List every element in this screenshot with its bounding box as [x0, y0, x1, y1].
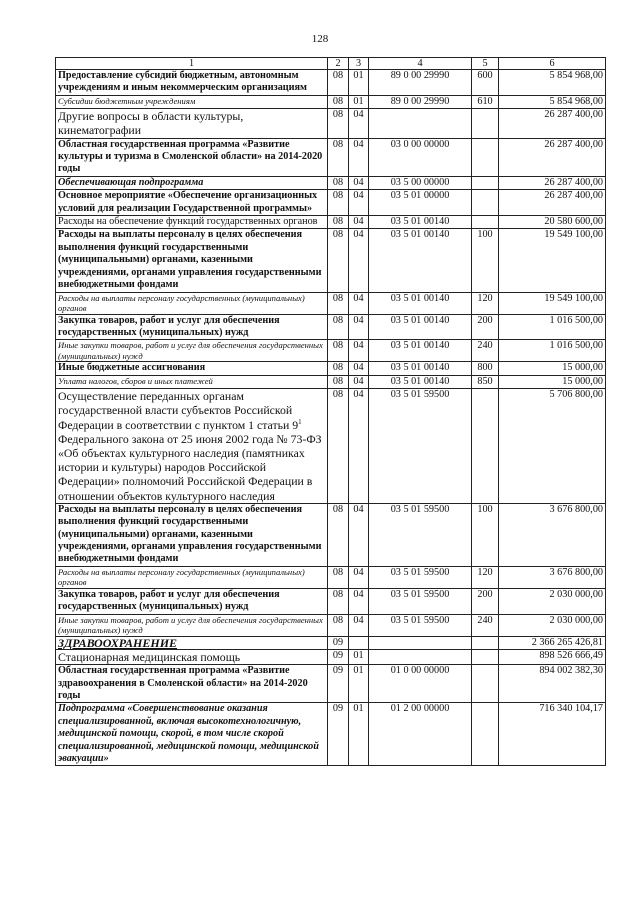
header-col-5: 5 [472, 58, 499, 70]
row-target-article [369, 650, 472, 665]
row-expense-type: 100 [472, 503, 499, 566]
row-amount: 26 287 400,00 [499, 190, 606, 216]
row-subsection-code: 04 [349, 109, 369, 138]
row-name: Субсидии бюджетным учреждениям [56, 95, 328, 108]
row-expense-type: 800 [472, 362, 499, 375]
row-amount: 1 016 500,00 [499, 340, 606, 362]
row-name: Подпрограмма «Совершенствование оказания специализированной, включая высокотехнологичную, медицинской помощи, скорой, в том числе скорой специализированной, медицинской помощи, медицинской эвакуации» [56, 703, 328, 766]
table-row [56, 650, 606, 665]
row-subsection-code: 04 [349, 503, 369, 566]
table-row [56, 95, 606, 108]
table-row [56, 703, 606, 766]
row-section-code: 09 [328, 703, 349, 766]
row-target-article: 03 5 00 00000 [369, 176, 472, 189]
row-subsection-code: 04 [349, 340, 369, 362]
table-row [56, 176, 606, 189]
row-expense-type [472, 389, 499, 504]
row-subsection-code: 04 [349, 216, 369, 229]
row-amount: 26 287 400,00 [499, 109, 606, 138]
row-expense-type: 100 [472, 229, 499, 292]
budget-table [55, 57, 606, 766]
table-row [56, 614, 606, 636]
table-row [56, 636, 606, 649]
row-section-code: 08 [328, 389, 349, 504]
row-section-code: 08 [328, 588, 349, 614]
header-col-1: 1 [56, 58, 328, 70]
row-section-code: 09 [328, 650, 349, 665]
row-target-article: 01 2 00 00000 [369, 703, 472, 766]
row-subsection-code: 04 [349, 176, 369, 189]
table-row [56, 216, 606, 229]
row-expense-type [472, 665, 499, 703]
row-name: Иные бюджетные ассигнования [56, 362, 328, 375]
row-name-part: Федерального закона от 25 июня 2002 года № 73-ФЗ «Об объектах культурного наследия (памятниках истории и культуры) народов Российской Федерации» полномочий Российской Федерации в отношении объектов культурного наследия [58, 431, 322, 503]
row-subsection-code: 01 [349, 665, 369, 703]
row-name: Расходы на выплаты персоналу в целях обеспечения выполнения функций государственными (муниципальными) органами, казенными учреждениями, органами управления государственными внебюджетными фондами [56, 503, 328, 566]
row-subsection-code: 04 [349, 566, 369, 588]
row-expense-type [472, 636, 499, 649]
header-col-2: 2 [328, 58, 349, 70]
row-name: Уплата налогов, сборов и иных платежей [56, 375, 328, 388]
row-amount: 19 549 100,00 [499, 229, 606, 292]
row-section-code: 08 [328, 314, 349, 340]
row-target-article: 03 5 01 00000 [369, 190, 472, 216]
row-section-code: 08 [328, 216, 349, 229]
table-row [56, 389, 606, 504]
row-target-article: 03 5 01 00140 [369, 375, 472, 388]
row-amount: 2 030 000,00 [499, 588, 606, 614]
row-subsection-code: 04 [349, 292, 369, 314]
row-name: Областная государственная программа «Развитие культуры и туризма в Смоленской области» на 2014-2020 годы [56, 138, 328, 176]
row-amount: 19 549 100,00 [499, 292, 606, 314]
row-section-code: 08 [328, 190, 349, 216]
table-header-row [56, 58, 606, 70]
row-amount: 15 000,00 [499, 375, 606, 388]
row-expense-type [472, 109, 499, 138]
row-amount: 15 000,00 [499, 362, 606, 375]
row-subsection-code: 04 [349, 614, 369, 636]
row-subsection-code: 01 [349, 95, 369, 108]
row-subsection-code: 04 [349, 375, 369, 388]
table-row [56, 362, 606, 375]
row-name: Расходы на выплаты персоналу государственных (муниципальных) органов [56, 292, 328, 314]
row-subsection-code: 01 [349, 70, 369, 96]
row-section-code: 08 [328, 362, 349, 375]
row-expense-type: 120 [472, 566, 499, 588]
row-target-article: 89 0 00 29990 [369, 95, 472, 108]
row-section-code: 08 [328, 292, 349, 314]
row-name: Предоставление субсидий бюджетным, автономным учреждениям и иным некоммерческим организациям [56, 70, 328, 96]
row-expense-type: 240 [472, 340, 499, 362]
row-expense-type: 610 [472, 95, 499, 108]
row-section-code: 08 [328, 614, 349, 636]
table-row [56, 340, 606, 362]
row-target-article [369, 109, 472, 138]
row-expense-type: 600 [472, 70, 499, 96]
table-row [56, 314, 606, 340]
row-target-article: 03 5 01 59500 [369, 614, 472, 636]
row-target-article: 01 0 00 00000 [369, 665, 472, 703]
row-name: Областная государственная программа «Развитие здравоохранения в Смоленской области» на 2014-2020 годы [56, 665, 328, 703]
row-expense-type: 850 [472, 375, 499, 388]
row-target-article: 03 5 01 59500 [369, 389, 472, 504]
row-subsection-code: 01 [349, 650, 369, 665]
row-amount: 26 287 400,00 [499, 138, 606, 176]
row-name: Закупка товаров, работ и услуг для обеспечения государственных (муниципальных) нужд [56, 314, 328, 340]
row-section-code: 09 [328, 665, 349, 703]
row-name: Расходы на выплаты персоналу государственных (муниципальных) органов [56, 566, 328, 588]
table-row [56, 229, 606, 292]
row-section-code: 08 [328, 109, 349, 138]
row-expense-type [472, 216, 499, 229]
table-row [56, 503, 606, 566]
row-section-code: 08 [328, 229, 349, 292]
row-subsection-code: 04 [349, 389, 369, 504]
row-target-article: 03 0 00 00000 [369, 138, 472, 176]
table-row [56, 190, 606, 216]
row-amount: 26 287 400,00 [499, 176, 606, 189]
row-section-code: 08 [328, 566, 349, 588]
row-section-code: 08 [328, 70, 349, 96]
row-name: Другие вопросы в области культуры, кинематографии [56, 109, 328, 138]
row-name: Основное мероприятие «Обеспечение организационных условий для реализации Государственной программы» [56, 190, 328, 216]
row-amount: 894 002 382,30 [499, 665, 606, 703]
header-col-6: 6 [499, 58, 606, 70]
row-amount: 2 366 265 426,81 [499, 636, 606, 649]
row-name: Иные закупки товаров, работ и услуг для обеспечения государственных (муниципальных) нужд [56, 340, 328, 362]
row-expense-type: 120 [472, 292, 499, 314]
row-expense-type [472, 190, 499, 216]
row-target-article: 03 5 01 59500 [369, 588, 472, 614]
row-section-code: 08 [328, 95, 349, 108]
row-name: Закупка товаров, работ и услуг для обеспечения государственных (муниципальных) нужд [56, 588, 328, 614]
page-number: 128 [311, 33, 329, 45]
row-amount: 2 030 000,00 [499, 614, 606, 636]
row-expense-type: 200 [472, 314, 499, 340]
row-name: Обеспечивающая подпрограмма [56, 176, 328, 189]
row-name: Расходы на обеспечение функций государственных органов [56, 216, 328, 229]
table-row [56, 665, 606, 703]
row-section-code: 08 [328, 176, 349, 189]
row-name: Расходы на выплаты персоналу в целях обеспечения выполнения функций государственными (муниципальными) органами, казенными учреждениями, органами управления государственными внебюджетными фондами [56, 229, 328, 292]
row-subsection-code: 04 [349, 229, 369, 292]
row-target-article: 03 5 01 00140 [369, 229, 472, 292]
row-target-article: 89 0 00 29990 [369, 70, 472, 96]
row-amount: 5 706 800,00 [499, 389, 606, 504]
table-row [56, 588, 606, 614]
row-name: Стационарная медицинская помощь [56, 650, 328, 665]
row-subsection-code [349, 636, 369, 649]
row-target-article: 03 5 01 00140 [369, 216, 472, 229]
row-amount: 5 854 968,00 [499, 95, 606, 108]
header-col-4: 4 [369, 58, 472, 70]
row-subsection-code: 01 [349, 703, 369, 766]
row-target-article [369, 636, 472, 649]
row-amount: 1 016 500,00 [499, 314, 606, 340]
row-target-article: 03 5 01 00140 [369, 292, 472, 314]
row-name-superscript: 1 [298, 417, 302, 426]
row-target-article: 03 5 01 59500 [369, 566, 472, 588]
table-row [56, 375, 606, 388]
row-name: ЗДРАВООХРАНЕНИЕ [56, 636, 328, 649]
row-section-code: 09 [328, 636, 349, 649]
row-name-part: Осуществление переданных органам государственной власти субъектов Российской Федерации в соответствии с пунктом 1 статьи 9 [58, 389, 299, 432]
row-target-article: 03 5 01 00140 [369, 314, 472, 340]
row-target-article: 03 5 01 00140 [369, 362, 472, 375]
table-row [56, 292, 606, 314]
row-amount: 3 676 800,00 [499, 503, 606, 566]
row-expense-type [472, 138, 499, 176]
row-expense-type: 240 [472, 614, 499, 636]
table-row [56, 70, 606, 96]
table-row [56, 566, 606, 588]
row-section-code: 08 [328, 375, 349, 388]
row-name: Иные закупки товаров, работ и услуг для обеспечения государственных (муниципальных) нужд [56, 614, 328, 636]
row-section-code: 08 [328, 138, 349, 176]
row-subsection-code: 04 [349, 190, 369, 216]
row-expense-type [472, 176, 499, 189]
row-amount: 20 580 600,00 [499, 216, 606, 229]
row-section-code: 08 [328, 503, 349, 566]
row-target-article: 03 5 01 59500 [369, 503, 472, 566]
row-amount: 5 854 968,00 [499, 70, 606, 96]
row-expense-type [472, 703, 499, 766]
table-row [56, 109, 606, 138]
row-subsection-code: 04 [349, 314, 369, 340]
row-amount: 716 340 104,17 [499, 703, 606, 766]
table-row [56, 138, 606, 176]
row-section-code: 08 [328, 340, 349, 362]
row-expense-type: 200 [472, 588, 499, 614]
row-expense-type [472, 650, 499, 665]
row-subsection-code: 04 [349, 138, 369, 176]
header-col-3: 3 [349, 58, 369, 70]
row-amount: 898 526 666,49 [499, 650, 606, 665]
row-name [56, 389, 328, 504]
row-target-article: 03 5 01 00140 [369, 340, 472, 362]
row-subsection-code: 04 [349, 362, 369, 375]
row-amount: 3 676 800,00 [499, 566, 606, 588]
row-subsection-code: 04 [349, 588, 369, 614]
